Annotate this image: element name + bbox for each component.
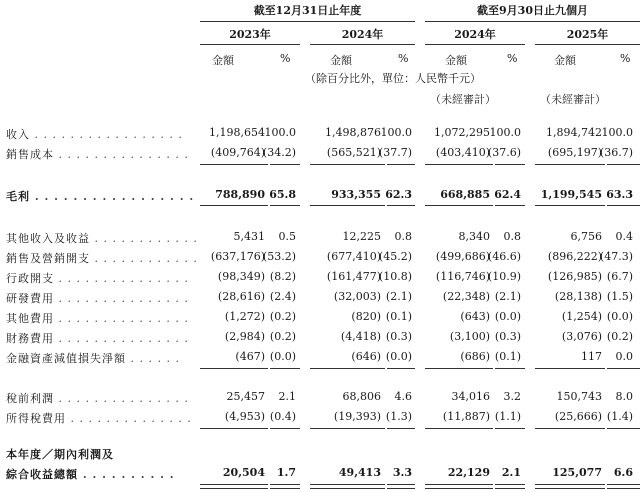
amount-cell: (467) xyxy=(235,350,265,363)
amount-cell: 25,457 xyxy=(226,390,265,403)
amount-cell: (161,477) xyxy=(326,270,381,283)
percent-cell: (45.2) xyxy=(378,250,412,263)
row-label: 收入 . . . . . . . . . . . . . . . . . xyxy=(6,128,183,141)
gross-profit-rule xyxy=(310,205,385,206)
leader-dots: . . . . . . . . . . . . . . . xyxy=(54,272,189,285)
amount-cell: (1,272) xyxy=(224,310,265,323)
leader-dots: . . . . . . . . . . . . . . . xyxy=(54,292,189,305)
total-double-rule xyxy=(310,484,385,489)
col-pct-label: % xyxy=(620,52,631,65)
amount-cell: 1,498,876 xyxy=(325,126,381,139)
percent-cell: (0.2) xyxy=(606,330,633,343)
percent-cell: 3.2 xyxy=(503,390,521,403)
percent-cell: (0.2) xyxy=(269,310,296,323)
total-double-rule xyxy=(535,484,605,489)
amount-cell: 34,016 xyxy=(451,390,490,403)
header-year-2023: 2023年 xyxy=(229,28,271,41)
amount-cell: (896,222) xyxy=(547,250,602,263)
subtotal-rule xyxy=(495,164,525,165)
total-double-rule xyxy=(200,484,268,489)
percent-cell: (1.5) xyxy=(606,290,633,303)
amount-cell: (403,410) xyxy=(435,146,490,159)
percent-cell: (0.3) xyxy=(385,330,412,343)
row-label: 毛利 . . . . . . . . . . . . . . . . . xyxy=(6,190,195,203)
percent-cell: (0.0) xyxy=(269,350,296,363)
percent-cell: (0.2) xyxy=(269,330,296,343)
amount-cell: (820) xyxy=(351,310,381,323)
leader-dots: . . . . . . . . . . . . . . . . . xyxy=(30,190,195,203)
subtotal-rule xyxy=(387,428,415,429)
total-amount-cell: 20,504 xyxy=(222,466,265,479)
leader-dots: . . . . . . . . . . xyxy=(78,468,175,481)
subtotal-rule xyxy=(535,368,605,369)
header-rule-annual xyxy=(200,21,415,22)
amount-cell: (22,348) xyxy=(442,290,490,303)
percent-cell: (2.1) xyxy=(494,290,521,303)
percent-cell: (1.4) xyxy=(606,410,633,423)
unaudited-note-2025: （未經審計） xyxy=(540,93,606,106)
gross-profit-rule xyxy=(535,205,605,206)
amount-cell: (126,985) xyxy=(547,270,602,283)
gross-profit-rule xyxy=(200,205,268,206)
total-percent-cell: 2.1 xyxy=(501,466,521,479)
leader-dots: . . . . . . xyxy=(126,352,180,365)
total-percent-cell: 3.3 xyxy=(392,466,412,479)
subtotal-rule xyxy=(310,368,385,369)
percent-cell: (36.7) xyxy=(599,146,633,159)
subtotal-rule xyxy=(387,368,415,369)
percent-cell: (10.8) xyxy=(378,270,412,283)
subtotal-rule xyxy=(270,164,300,165)
percent-cell: 62.3 xyxy=(385,188,412,201)
amount-cell: (28,138) xyxy=(554,290,602,303)
amount-cell: 1,072,295 xyxy=(434,126,490,139)
header-year-2024-nine: 2024年 xyxy=(454,28,496,41)
amount-cell: (409,764) xyxy=(210,146,265,159)
unaudited-note-2024: （未經審計） xyxy=(430,93,496,106)
gross-profit-rule xyxy=(387,205,415,206)
row-label: 銷售及營銷開支 . . . . . . . . . . . . xyxy=(6,252,198,265)
subtotal-rule xyxy=(310,164,385,165)
percent-cell: (46.6) xyxy=(487,250,521,263)
total-double-rule xyxy=(387,484,415,489)
amount-cell: 1,198,654 xyxy=(209,126,265,139)
total-percent-cell: 1.7 xyxy=(276,466,296,479)
percent-cell: (34.2) xyxy=(262,146,296,159)
subtotal-rule xyxy=(200,428,268,429)
leader-dots: . . . . . . . . . . . . xyxy=(90,232,198,245)
percent-cell: 0.8 xyxy=(503,230,521,243)
col-pct-label: % xyxy=(280,52,291,65)
amount-cell: (695,197) xyxy=(547,146,602,159)
total-double-rule xyxy=(607,484,640,489)
amount-cell: (3,076) xyxy=(561,330,602,343)
amount-cell: 1,199,545 xyxy=(540,188,602,201)
subtotal-rule xyxy=(200,164,268,165)
amount-cell: 150,743 xyxy=(556,390,602,403)
row-label: 其他收入及收益 . . . . . . . . . . . . xyxy=(6,232,198,245)
amount-cell: (19,393) xyxy=(333,410,381,423)
subtotal-rule xyxy=(495,368,525,369)
year-rule-3 xyxy=(425,44,525,45)
amount-cell: (2,984) xyxy=(224,330,265,343)
total-double-rule xyxy=(270,484,300,489)
percent-cell: (37.7) xyxy=(378,146,412,159)
leader-dots: . . . . . . . . . . . . . . . xyxy=(54,392,189,405)
percent-cell: 100.0 xyxy=(601,126,633,139)
row-label: 稅前利潤 . . . . . . . . . . . . . . . xyxy=(6,392,189,405)
header-period-ninemonths: 截至9月30日止九個月 xyxy=(477,4,588,17)
gross-profit-rule xyxy=(607,205,640,206)
year-rule-2 xyxy=(310,44,415,45)
row-label: 金融資產減值損失淨額 . . . . . . xyxy=(6,352,180,365)
percent-cell: 8.0 xyxy=(615,390,633,403)
col-amount-label: 金額 xyxy=(445,54,467,67)
percent-cell: 2.1 xyxy=(278,390,296,403)
amount-cell: (32,003) xyxy=(333,290,381,303)
amount-cell: (646) xyxy=(351,350,381,363)
total-label-line2: 綜合收益總額 . . . . . . . . . . xyxy=(6,468,175,481)
header-year-2024: 2024年 xyxy=(341,28,384,41)
percent-cell: 0.5 xyxy=(278,230,296,243)
subtotal-rule xyxy=(387,164,415,165)
percent-cell: 65.8 xyxy=(269,188,296,201)
percent-cell: (2.4) xyxy=(269,290,296,303)
percent-cell: 100.0 xyxy=(380,126,412,139)
amount-cell: (116,746) xyxy=(435,270,490,283)
subtotal-rule xyxy=(607,368,640,369)
amount-cell: (98,349) xyxy=(217,270,265,283)
col-amount-label: 金額 xyxy=(554,54,576,67)
row-label: 銷售成本 . . . . . . . . . . . . . . . xyxy=(6,148,189,161)
header-year-2025: 2025年 xyxy=(566,28,609,41)
percent-cell: 62.4 xyxy=(494,188,521,201)
percent-cell: 0.4 xyxy=(615,230,633,243)
amount-cell: 5,431 xyxy=(233,230,265,243)
unit-note: （除百分比外，單位：人民幣千元） xyxy=(305,72,481,85)
percent-cell: 63.3 xyxy=(606,188,633,201)
amount-cell: 668,885 xyxy=(440,188,490,201)
leader-dots: . . . . . . . . . . . . . . xyxy=(66,412,192,425)
percent-cell: (10.9) xyxy=(487,270,521,283)
total-percent-cell: 6.6 xyxy=(613,466,633,479)
header-rule-ninemonths xyxy=(425,21,640,22)
row-label: 行政開支 . . . . . . . . . . . . . . . xyxy=(6,272,189,285)
leader-dots: . . . . . . . . . . . . . . . xyxy=(54,312,189,325)
row-label: 其他費用 . . . . . . . . . . . . . . . xyxy=(6,312,189,325)
total-amount-cell: 22,129 xyxy=(447,466,490,479)
row-label: 財務費用 . . . . . . . . . . . . . . . xyxy=(6,332,189,345)
amount-cell: (4,418) xyxy=(340,330,381,343)
subtotal-rule xyxy=(270,428,300,429)
total-amount-cell: 49,413 xyxy=(338,466,381,479)
percent-cell: (1.3) xyxy=(385,410,412,423)
percent-cell: 0.0 xyxy=(615,350,633,363)
amount-cell: (11,887) xyxy=(442,410,490,423)
percent-cell: (47.3) xyxy=(599,250,633,263)
amount-cell: (3,100) xyxy=(449,330,490,343)
percent-cell: (0.1) xyxy=(494,350,521,363)
leader-dots: . . . . . . . . . . . . . . . xyxy=(54,332,189,345)
percent-cell: (53.2) xyxy=(262,250,296,263)
total-double-rule xyxy=(425,484,493,489)
percent-cell: (1.1) xyxy=(494,410,521,423)
leader-dots: . . . . . . . . . . . . . . . . . xyxy=(30,128,183,141)
year-rule-4 xyxy=(535,44,640,45)
col-amount-label: 金額 xyxy=(330,54,352,67)
amount-cell: 933,355 xyxy=(331,188,381,201)
subtotal-rule xyxy=(607,428,640,429)
percent-cell: (0.0) xyxy=(494,310,521,323)
subtotal-rule xyxy=(425,164,493,165)
amount-cell: 1,894,742 xyxy=(546,126,602,139)
amount-cell: 8,340 xyxy=(458,230,490,243)
subtotal-rule xyxy=(535,164,605,165)
amount-cell: 117 xyxy=(581,350,602,363)
percent-cell: (0.3) xyxy=(494,330,521,343)
percent-cell: (8.2) xyxy=(269,270,296,283)
col-pct-label: % xyxy=(507,52,518,65)
row-label: 研發費用 . . . . . . . . . . . . . . . xyxy=(6,292,189,305)
gross-profit-rule xyxy=(425,205,493,206)
amount-cell: (499,686) xyxy=(435,250,490,263)
leader-dots: . . . . . . . . . . . . . . . xyxy=(54,148,189,161)
percent-cell: (2.1) xyxy=(385,290,412,303)
percent-cell: 0.8 xyxy=(394,230,412,243)
amount-cell: (686) xyxy=(460,350,490,363)
total-amount-cell: 125,077 xyxy=(552,466,602,479)
amount-cell: 6,756 xyxy=(570,230,602,243)
percent-cell: (0.1) xyxy=(385,310,412,323)
leader-dots: . . . . . . . . . . . . xyxy=(90,252,198,265)
amount-cell: (25,666) xyxy=(554,410,602,423)
subtotal-rule xyxy=(495,428,525,429)
subtotal-rule xyxy=(200,368,268,369)
amount-cell: (677,410) xyxy=(326,250,381,263)
amount-cell: 788,890 xyxy=(215,188,265,201)
subtotal-rule xyxy=(425,428,493,429)
amount-cell: (28,616) xyxy=(217,290,265,303)
subtotal-rule xyxy=(270,368,300,369)
gross-profit-rule xyxy=(495,205,525,206)
gross-profit-rule xyxy=(270,205,300,206)
subtotal-rule xyxy=(425,368,493,369)
percent-cell: (0.0) xyxy=(606,310,633,323)
subtotal-rule xyxy=(310,428,385,429)
total-label-line1: 本年度／期內利潤及 xyxy=(6,448,114,461)
percent-cell: (0.4) xyxy=(269,410,296,423)
amount-cell: 68,806 xyxy=(342,390,381,403)
percent-cell: (37.6) xyxy=(487,146,521,159)
amount-cell: 12,225 xyxy=(342,230,381,243)
year-rule-1 xyxy=(200,44,300,45)
amount-cell: (1,254) xyxy=(561,310,602,323)
subtotal-rule xyxy=(607,164,640,165)
subtotal-rule xyxy=(535,428,605,429)
total-double-rule xyxy=(495,484,525,489)
percent-cell: 100.0 xyxy=(489,126,521,139)
amount-cell: (643) xyxy=(460,310,490,323)
percent-cell: 4.6 xyxy=(394,390,412,403)
header-period-annual: 截至12月31日止年度 xyxy=(253,4,362,17)
amount-cell: (565,521) xyxy=(326,146,381,159)
amount-cell: (637,176) xyxy=(210,250,265,263)
row-label: 所得稅費用 . . . . . . . . . . . . . . xyxy=(6,412,192,425)
percent-cell: 100.0 xyxy=(264,126,296,139)
amount-cell: (4,953) xyxy=(224,410,265,423)
percent-cell: (0.0) xyxy=(385,350,412,363)
percent-cell: (6.7) xyxy=(606,270,633,283)
col-pct-label: % xyxy=(398,52,409,65)
col-amount-label: 金額 xyxy=(212,54,234,67)
